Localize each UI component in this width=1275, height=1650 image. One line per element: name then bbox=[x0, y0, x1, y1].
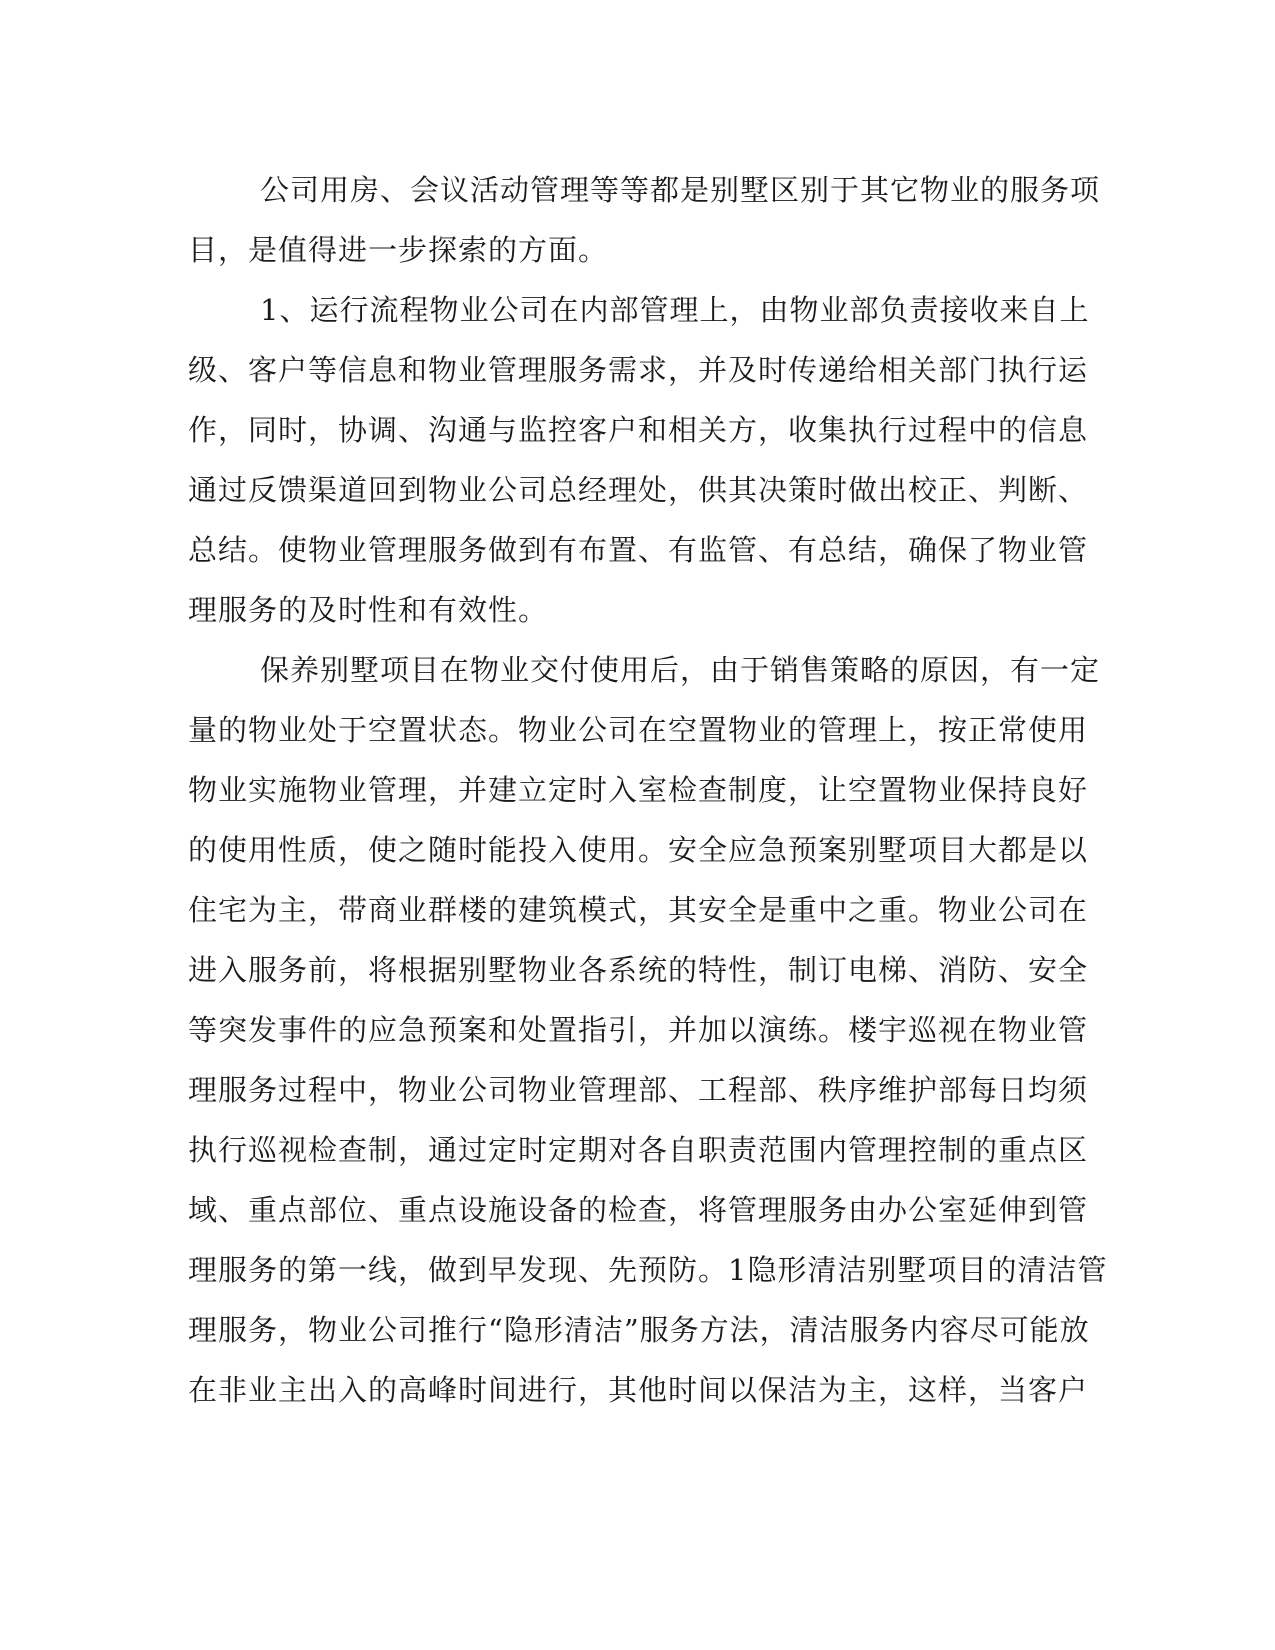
paragraph-1 bbox=[188, 160, 1101, 280]
text-line: 保养别墅项目在物业交付使用后，由于销售策略的原因，有一定 bbox=[260, 653, 1101, 687]
text-line: 量的物业处于空置状态。物业公司在空置物业的管理上，按正常使用 bbox=[188, 713, 1089, 747]
text-line: 在非业主出入的高峰时间进行，其他时间以保洁为主，这样，当客户 bbox=[188, 1373, 1089, 1407]
text-line: 理服务的第一线，做到早发现、先预防。1隐形清洁别墅项目的清洁管 bbox=[188, 1253, 1108, 1287]
text-line: 级、客户等信息和物业管理服务需求，并及时传递给相关部门执行运 bbox=[188, 353, 1089, 387]
text-line: 1、运行流程物业公司在内部管理上，由物业部负责接收来自上 bbox=[260, 293, 1090, 327]
text-line: 理服务过程中，物业公司物业管理部、工程部、秩序维护部每日均须 bbox=[188, 1073, 1089, 1107]
text-line: 等突发事件的应急预案和处置指引，并加以演练。楼宇巡视在物业管 bbox=[188, 1013, 1089, 1047]
text-line: 公司用房、会议活动管理等等都是别墅区别于其它物业的服务项 bbox=[260, 173, 1101, 207]
text-line: 进入服务前，将根据别墅物业各系统的特性，制订电梯、消防、安全 bbox=[188, 953, 1089, 987]
text-line: 总结。使物业管理服务做到有布置、有监管、有总结，确保了物业管 bbox=[188, 533, 1089, 567]
text-line: 理服务，物业公司推行“隐形清洁”服务方法，清洁服务内容尽可能放 bbox=[188, 1313, 1090, 1347]
paragraph-2 bbox=[188, 280, 1090, 640]
text-line: 域、重点部位、重点设施设备的检查，将管理服务由办公室延伸到管 bbox=[188, 1193, 1089, 1227]
text-line: 的使用性质，使之随时能投入使用。安全应急预案别墅项目大都是以 bbox=[188, 833, 1089, 867]
text-line: 住宅为主，带商业群楼的建筑模式，其安全是重中之重。物业公司在 bbox=[188, 893, 1089, 927]
text-line: 目，是值得进一步探索的方面。 bbox=[188, 233, 609, 267]
paragraph-3 bbox=[188, 640, 1108, 1420]
text-line: 执行巡视检查制，通过定时定期对各自职责范围内管理控制的重点区 bbox=[188, 1133, 1089, 1167]
text-line: 理服务的及时性和有效性。 bbox=[188, 593, 549, 627]
text-line: 通过反馈渠道回到物业公司总经理处，供其决策时做出校正、判断、 bbox=[188, 473, 1089, 507]
text-line: 物业实施物业管理，并建立定时入室检查制度，让空置物业保持良好 bbox=[188, 773, 1089, 807]
text-line: 作，同时，协调、沟通与监控客户和相关方，收集执行过程中的信息 bbox=[188, 413, 1089, 447]
document-body bbox=[188, 160, 1108, 1420]
